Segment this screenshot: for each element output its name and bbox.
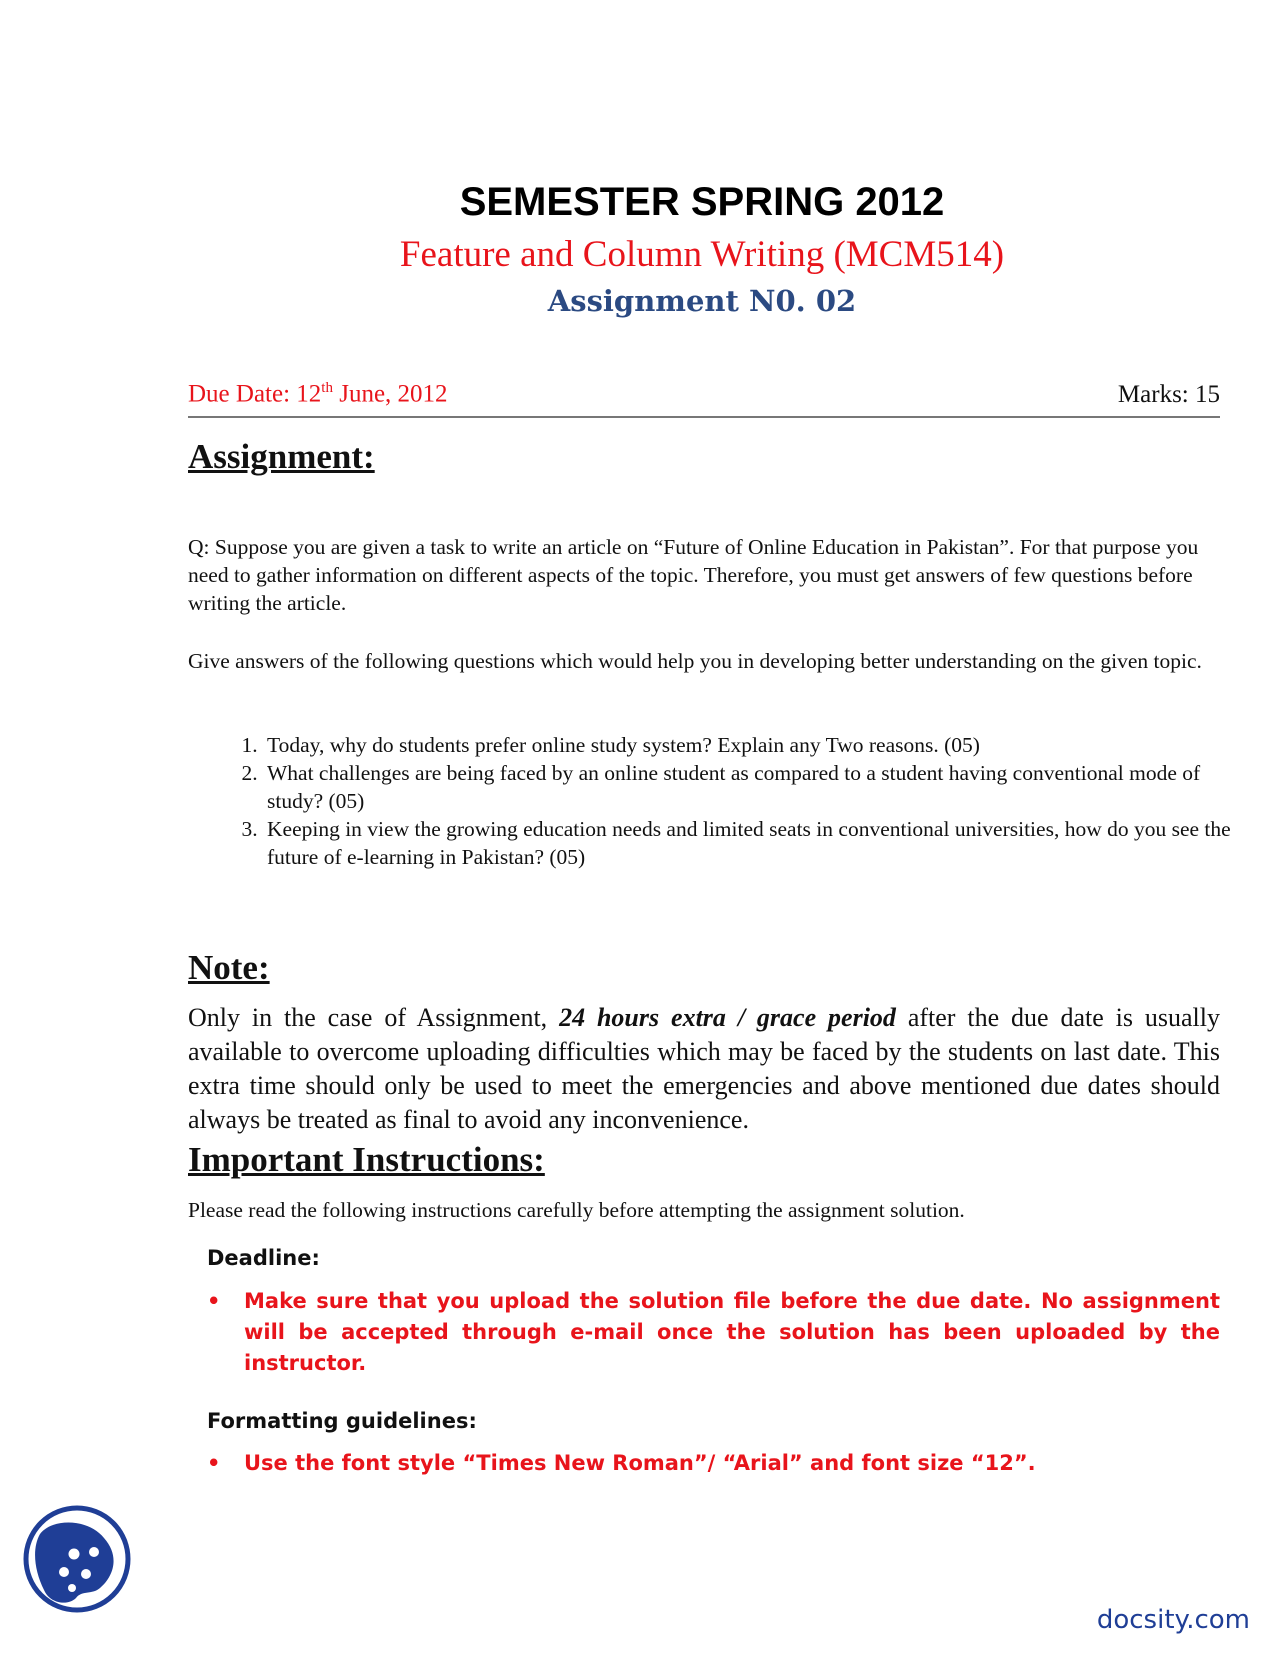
question-item: 2. What challenges are being faced by an online student as compared to a student having conventional mode of study? (05) xyxy=(263,759,1233,815)
bullet-icon: • xyxy=(207,1289,221,1313)
instructions-intro: Please read the following instructions carefully before attempting the assignment solution. xyxy=(188,1198,965,1222)
assignment-number: Assignment N0. 02 xyxy=(547,284,857,318)
assignment-question: Q: Suppose you are given a task to write an article on “Future of Online Education in Pakistan”. For that purpose you need to gather information on different aspects of the topic. Therefore, you must get answers of few questions before writing the article. xyxy=(188,535,1199,615)
grace-period-emphasis: 24 hours extra / grace period xyxy=(559,1003,896,1032)
deadline-bullet: • Make sure that you upload the solution file before the due date. No assignment will be accepted through e-mail once the solution has been uploaded by the instructor. xyxy=(207,1286,1220,1379)
note-text: Only in the case of Assignment, 24 hours extra / grace period after the due date is usually available to overcome uploading difficulties which may be faced by the students on last date. This extra time should only be used to meet the emergencies and above mentioned due dates should always be treated as final to avoid any inconvenience. xyxy=(188,1003,1220,1134)
instructions-heading: Important Instructions: xyxy=(188,1140,545,1179)
formatting-heading: Formatting guidelines: xyxy=(207,1409,477,1433)
bullet-icon: • xyxy=(207,1451,221,1475)
question-item: 3. Keeping in view the growing education needs and limited seats in conventional universities, how do you see the future of e-learning in Pakistan? (05) xyxy=(263,815,1233,871)
due-date: Due Date: 12th June, 2012 xyxy=(188,380,448,408)
brand-link[interactable]: docsity.com xyxy=(1096,1605,1250,1635)
header-divider xyxy=(188,416,1220,418)
docsity-logo-icon xyxy=(22,1504,132,1614)
note-heading: Note: xyxy=(188,948,270,987)
formatting-bullet: • Use the font style “Times New Roman”/ “Arial” and font size “12”. xyxy=(207,1448,1220,1479)
semester-title: SEMESTER SPRING 2012 xyxy=(459,180,945,224)
question-list xyxy=(225,731,1233,871)
assignment-prompt: Give answers of the following questions which would help you in developing better understanding on the given topic. xyxy=(188,649,1202,673)
marks: Marks: 15 xyxy=(1117,381,1220,408)
question-item: 1. Today, why do students prefer online study system? Explain any Two reasons. (05) xyxy=(263,731,1233,759)
course-title: Feature and Column Writing (MCM514) xyxy=(399,234,1005,275)
assignment-heading: Assignment: xyxy=(188,437,375,476)
deadline-heading: Deadline: xyxy=(207,1246,320,1270)
